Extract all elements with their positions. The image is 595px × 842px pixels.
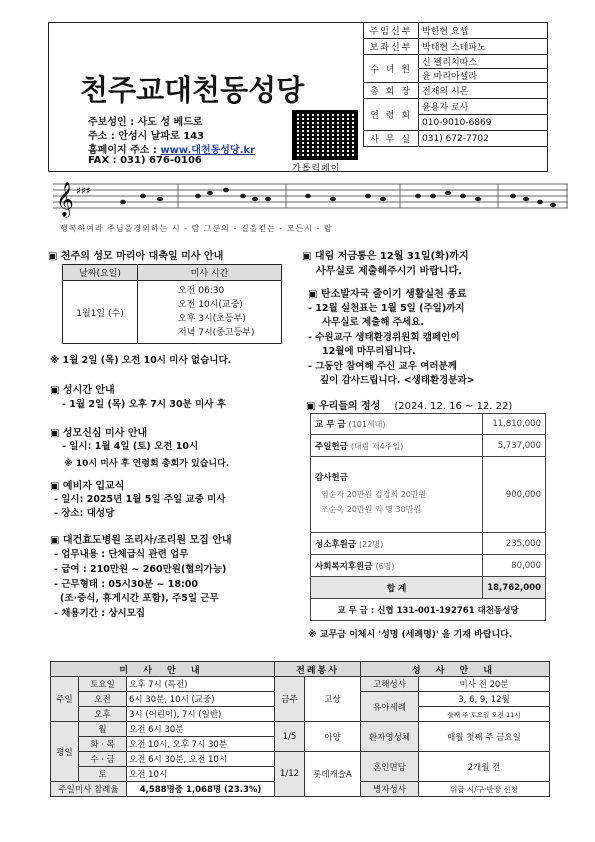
- staff-name: 박태현 스테파노: [419, 39, 548, 55]
- music-notes: [120, 188, 556, 207]
- hospital-line: (조·중식, 휴게시간 포함), 주5일 근무: [60, 593, 219, 604]
- homepage-label: 홈페이지 주소 :: [88, 145, 161, 156]
- weekday-label: 평일: [51, 722, 79, 782]
- hymn-lyrics: 행복하여라 주님을경외하는 시 - 람 그분의 - 길을걷는 - 모든시 - 람: [60, 224, 333, 233]
- offering-period: (2024. 12. 16 ~ 12. 22): [394, 401, 513, 412]
- offering-amount: 5,737,000: [483, 435, 546, 457]
- carbon-heading: ▣ 탄소발자국 줄이기 생활실천 종료: [308, 289, 467, 300]
- offering-amount: 80,000: [483, 555, 546, 577]
- mass-time: 오전 6시 30분, 오전 10시: [127, 752, 275, 767]
- newyear-time: 저녁 7시(중고등부): [178, 328, 255, 338]
- offering-amount: 235,000: [483, 533, 546, 555]
- newyear-times: [138, 281, 282, 344]
- heart-note: ※ 10시 미사 후 연령회 총회가 있습니다.: [64, 459, 230, 469]
- newyear-mass-table: [62, 264, 282, 344]
- offering-label: 사회복지후원금: [315, 561, 373, 572]
- mass-day: 토요일: [79, 677, 127, 692]
- staff-name: 윤 마리아셀라: [419, 69, 548, 83]
- sacrament-info: 매월 첫째 주 금요일: [419, 722, 550, 752]
- newyear-heading: ▣ 천주의 성모 마리아 대축일 미사 안내: [48, 251, 224, 262]
- mass-day: 수 · 금: [79, 752, 127, 767]
- staff-name: 박한현 요셉: [419, 23, 548, 39]
- carbon-line: 깊이 감사드립니다. <생태환경분과>: [320, 375, 475, 386]
- thanks-line: 조순옥 20만원 익 명 30만원: [321, 505, 422, 514]
- sacrament-info: 미사 전 20분: [419, 677, 550, 692]
- col-date: 날짜(요일): [63, 265, 138, 281]
- mass-day: 화 · 목: [79, 737, 127, 752]
- heart-line: - 일시: 1월 4일 (토) 오전 10시: [62, 441, 199, 452]
- attendance-label: 주일미사 참례율: [51, 782, 127, 797]
- offering-sub: (대림 제4주일): [350, 441, 404, 451]
- staff-row: [364, 23, 548, 39]
- account-info: 교 무 금 : 신협 131-001-192761 대천동성당: [311, 599, 546, 621]
- offering-sub: (101세대): [348, 420, 386, 429]
- sacrament-info: 위급 시/구·반장 신청: [419, 782, 550, 797]
- adoration-heading: ▣ 성시간 안내: [50, 385, 115, 396]
- staff-row: [364, 55, 548, 69]
- offering-amount: 900,000: [483, 457, 546, 533]
- patron-saint: 주보성인 : 사도 성 베드로: [88, 117, 203, 128]
- advent-line2: 사무실로 제출해주시기 바랍니다.: [316, 266, 463, 277]
- newyear-note: ※ 1월 2일 (목) 오전 10시 미사 없습니다.: [50, 355, 232, 366]
- staff-role: 사 무 실: [364, 131, 419, 147]
- staff-table: [363, 22, 548, 147]
- staff-role: 수 녀 원: [364, 55, 419, 83]
- catechumen-line2: - 장소: 대성당: [54, 508, 115, 519]
- sacrament-name: 고해성사: [361, 677, 419, 692]
- homepage: [88, 141, 255, 156]
- mass-guide-heading: 미 사 안 내: [51, 662, 275, 677]
- mass-time: 오전 6시 30분: [127, 722, 275, 737]
- offering-label: 감사헌금: [315, 473, 348, 483]
- thanks-line: 염순자 20만원 김경희 20만원: [321, 490, 427, 499]
- staff-role: 주임신부: [364, 23, 419, 39]
- address: 주소 : 안성시 날파로 143: [88, 131, 205, 142]
- sacrament-name: 병자성사: [361, 782, 419, 797]
- serve-date: 1/12: [275, 752, 305, 797]
- offering-note: ※ 교무금 이체시 '성명 (세례명)' 을 기재 바랍니다.: [308, 630, 513, 640]
- hospital-line: - 업무내용 : 단체급식 관련 업무: [54, 549, 189, 560]
- parish-title: 천주교대천동성당: [80, 73, 305, 107]
- sacrament-info: 2개월 전: [419, 752, 550, 782]
- adoration-line: - 1월 2일 (목) 오후 7시 30분 미사 후: [62, 399, 226, 410]
- carbon-line: - 12월 실천표는 1월 5일 (주일)까지: [308, 303, 465, 314]
- serve-who: 고상: [305, 677, 361, 722]
- fax: FAX : 031) 676-0106: [88, 155, 202, 166]
- mass-time: 오전 10시, 오후 7시 30분: [127, 737, 275, 752]
- offering-sub: (22명): [359, 539, 384, 549]
- serve-who: 롯데캐슬A: [305, 752, 361, 797]
- offering-row: [311, 414, 546, 435]
- offering-total-row: [311, 577, 546, 599]
- sacrament-name: 혼인면담: [361, 752, 419, 782]
- staff-name: 031) 672-7702: [419, 131, 548, 147]
- mass-day: 토: [79, 767, 127, 782]
- sacrament-heading: 성 사 안 내: [361, 662, 550, 677]
- carbon-line: - 수원교구 생태환경위원회 캠페인이: [308, 332, 460, 343]
- offering-row: [311, 555, 546, 577]
- sacrament-info: 3, 6, 9, 12월: [419, 692, 550, 707]
- advent-line1: ▣ 대림 저금통은 12월 31일(화)까지: [302, 251, 469, 262]
- mass-time: 오후 7시 (특전): [127, 677, 275, 692]
- total-label: 합 계: [311, 577, 483, 599]
- offering-heading: [306, 397, 512, 412]
- homepage-link[interactable]: www.대천동성당.kr: [160, 145, 255, 156]
- treble-clef-icon: 𝄞: [56, 182, 74, 217]
- offering-row: [311, 435, 546, 457]
- serve-heading: 전례봉사: [275, 662, 361, 677]
- bottom-info-table: [50, 661, 550, 797]
- staff-row: [364, 83, 548, 99]
- offering-sub: (6명): [375, 561, 395, 571]
- staff-role: 총 회 장: [364, 83, 419, 99]
- hospital-line: - 근무형태 : 05시30분 ~ 18:00: [54, 579, 198, 590]
- staff-name: 010-9010-6869: [419, 115, 548, 131]
- col-time: 미사 시간: [138, 265, 282, 281]
- mass-day: 월: [79, 722, 127, 737]
- staff-name: 윤용자 로사: [419, 99, 548, 115]
- offering-label: 교 무 금: [315, 420, 346, 430]
- qr-code-icon[interactable]: [292, 110, 358, 160]
- qr-label: 가톨릭페이: [292, 164, 341, 174]
- serve-date: 금주: [275, 677, 305, 722]
- sacrament-name: 유아세례: [361, 692, 419, 722]
- staff-name: 전재의 시몬: [419, 83, 548, 99]
- sunday-label: 주일: [51, 677, 79, 722]
- staff-name: 신 펠리치따스: [419, 55, 548, 69]
- attendance-value: 4,588명중 1,068명 (23.3%): [127, 782, 275, 797]
- offering-label: 성소후원금: [315, 539, 357, 550]
- carbon-line: 사무실로 제출해 주세요.: [322, 317, 424, 328]
- staff-role: 연 령 회: [364, 99, 419, 131]
- offering-row: [311, 533, 546, 555]
- staff-role: 보좌신부: [364, 39, 419, 55]
- staff-row: [364, 99, 548, 115]
- carbon-line: 12월에 마무리됩니다.: [322, 346, 416, 357]
- sacrament-name: 환자영성체: [361, 722, 419, 752]
- newyear-time: 오후 3시(초등부): [178, 314, 246, 324]
- mass-time: 3시 (어린이), 7시 (일반): [127, 707, 275, 722]
- newyear-time: 오전 10시(교중): [178, 300, 243, 310]
- newyear-date: 1월1일 (수): [63, 281, 138, 344]
- offering-amount: 11,810,000: [483, 414, 546, 435]
- mass-time: 6시 30분, 10시 (교중): [127, 692, 275, 707]
- offering-label: 주일헌금: [315, 441, 348, 452]
- carbon-line: - 그동안 참여해 주신 교우 여러분께: [308, 361, 457, 372]
- mass-time: 오전 10시: [127, 767, 275, 782]
- hospital-line: - 급여 : 210만원 ~ 260만원(협의가능): [54, 564, 227, 575]
- mass-day: 오후: [79, 707, 127, 722]
- catechumen-line1: - 일시: 2025년 1월 5일 주일 교중 미사: [54, 494, 226, 505]
- staff-row: [364, 39, 548, 55]
- heart-heading: ▣ 성모신심 미사 안내: [50, 428, 148, 439]
- serve-who: 아양: [305, 722, 361, 752]
- mass-day: 오전: [79, 692, 127, 707]
- offering-account-row: [311, 599, 546, 621]
- serve-date: 1/5: [275, 722, 305, 752]
- hospital-heading: ▣ 대건효도병원 조리사/조리원 모집 안내: [50, 535, 232, 546]
- newyear-time: 오전 06:30: [178, 286, 225, 296]
- offering-table: [310, 413, 546, 621]
- catechumen-heading: ▣ 예비자 입교식: [50, 481, 125, 492]
- total-amount: 18,762,000: [483, 577, 546, 599]
- svg-text:♯♯♯: ♯♯♯: [76, 186, 91, 197]
- offering-title: ▣ 우리들의 정성: [306, 401, 381, 412]
- sacrament-info: 둘째 주 토요일 오전 11시: [419, 707, 550, 722]
- hospital-line: - 채용기간 : 상시모집: [54, 608, 146, 619]
- staff-row: [364, 131, 548, 147]
- offering-row: [311, 457, 546, 533]
